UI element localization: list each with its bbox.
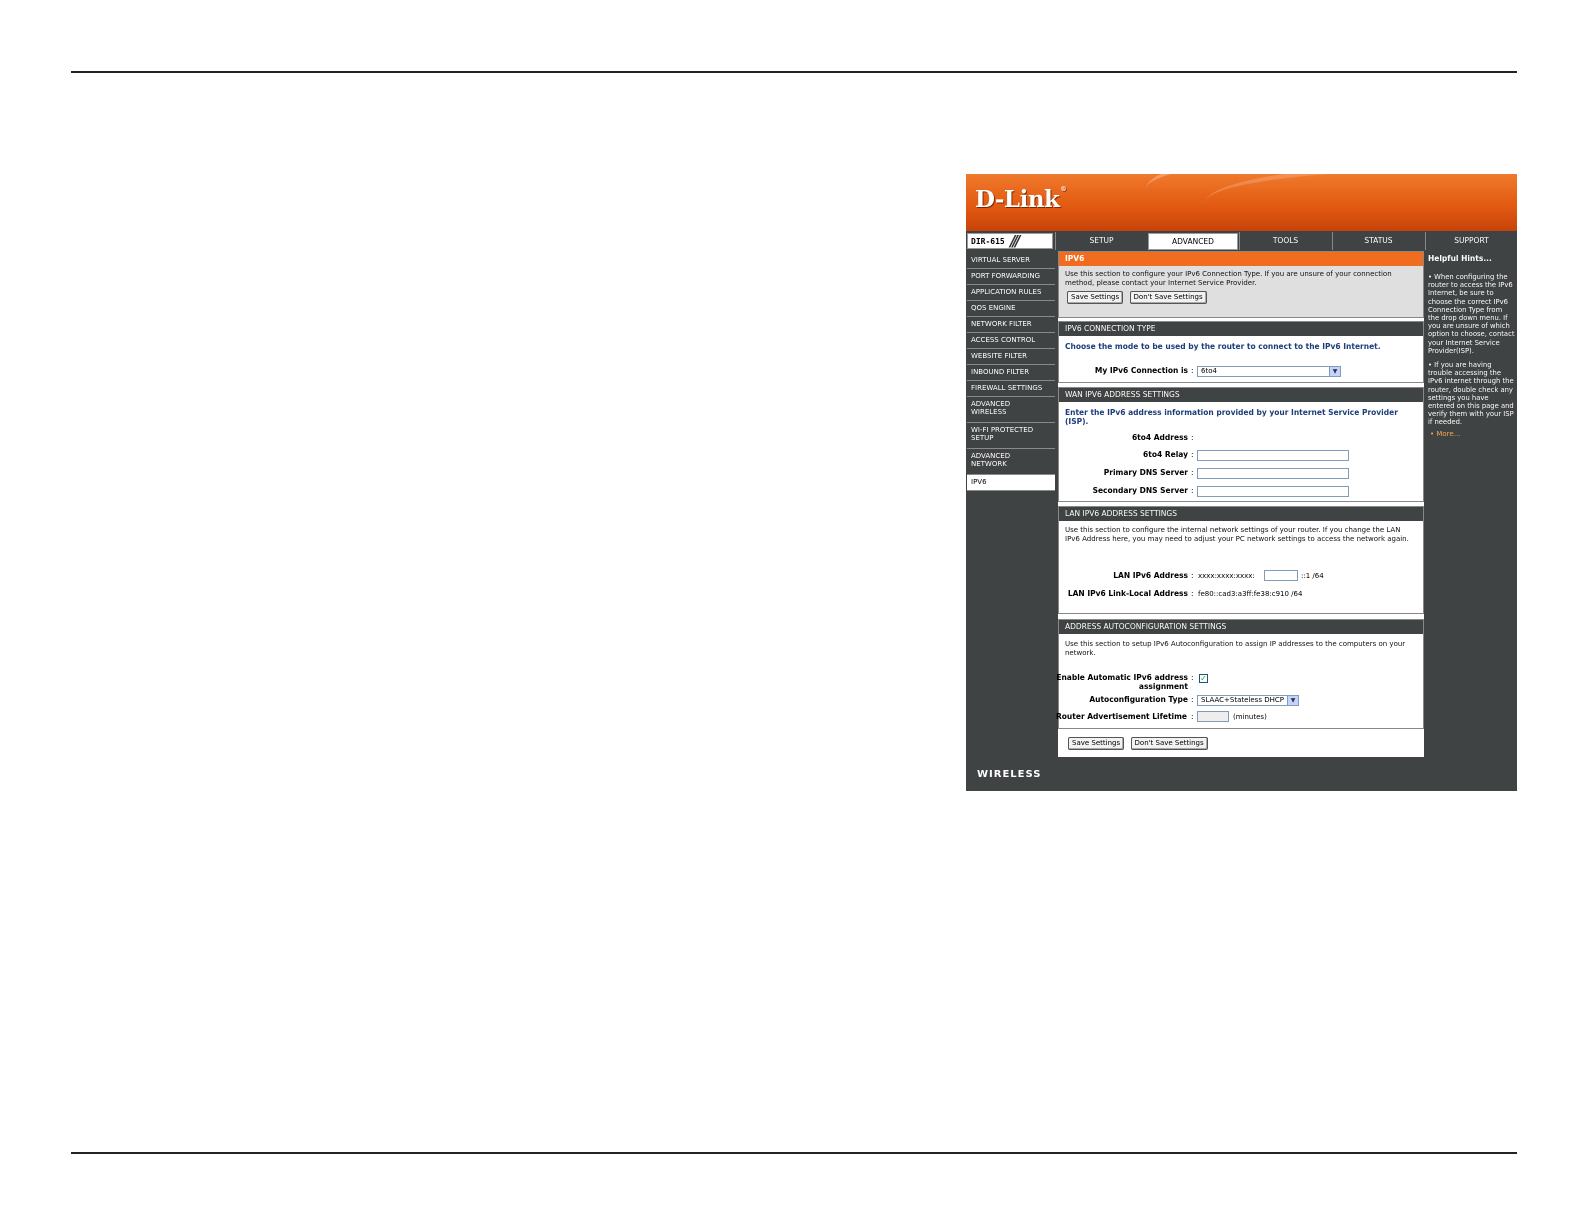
router-admin-screenshot	[966, 174, 1517, 791]
wan-relay-input[interactable]	[1197, 450, 1349, 461]
autoconfig-type-row	[1059, 694, 1425, 706]
model-badge	[967, 233, 1053, 249]
autoconfig-intro-text: Use this section to setup IPv6 Autoconfiguration to assign IP addresses to the computers on your network.	[1065, 640, 1406, 657]
colon: :	[1191, 571, 1194, 580]
ra-lifetime-row	[1056, 711, 1425, 723]
helpful-hints-panel	[1426, 251, 1517, 757]
enable-auto-row	[1056, 672, 1425, 692]
ra-lifetime-label: Router Advertisement Lifetime	[1056, 712, 1187, 721]
primary-dns-label: Primary DNS Server	[1103, 468, 1188, 477]
menu-item-firewall-settings[interactable]: FIREWALL SETTINGS	[967, 381, 1055, 397]
lan-address-label: LAN IPv6 Address	[1113, 571, 1188, 580]
secondary-dns-input[interactable]	[1197, 486, 1349, 497]
bottom-button-group	[1068, 737, 1212, 750]
wan-relay-label: 6to4 Relay	[1143, 450, 1188, 459]
footer-bar	[966, 759, 1517, 791]
main-content	[1058, 251, 1424, 757]
autoconfig-type-selected: SLAAC+Stateless DHCP	[1201, 696, 1284, 704]
check-icon: ✓	[1200, 674, 1207, 683]
lan-address-input[interactable]	[1264, 570, 1298, 581]
menu-item-advanced-wireless[interactable]: ADVANCED WIRELESS	[967, 397, 1037, 422]
wan-settings-box	[1058, 387, 1424, 502]
link-local-label: LAN IPv6 Link-Local Address	[1067, 589, 1188, 598]
tab-support[interactable]: SUPPORT	[1425, 232, 1517, 250]
autoconfig-box	[1058, 619, 1424, 729]
colon: :	[1191, 589, 1194, 598]
dlink-logo: D-Link®	[975, 186, 1066, 213]
top-rule	[71, 71, 1517, 73]
menu-item-wifi-protected-setup[interactable]: WI-FI PROTECTED SETUP	[967, 423, 1047, 448]
colon: :	[1191, 712, 1194, 721]
menu-item-virtual-server[interactable]: VIRTUAL SERVER	[967, 253, 1055, 269]
more-link[interactable]: • More...	[1430, 429, 1461, 438]
model-name: DIR-615	[971, 237, 1005, 246]
lan-settings-box	[1058, 506, 1424, 614]
save-settings-button[interactable]: Save Settings	[1067, 291, 1123, 304]
primary-dns-input[interactable]	[1197, 468, 1349, 479]
connection-type-selected: 6to4	[1201, 367, 1217, 375]
menu-item-advanced-network[interactable]: ADVANCED NETWORK	[967, 449, 1027, 474]
tab-tools[interactable]: TOOLS	[1239, 232, 1331, 250]
dont-save-settings-button-bottom[interactable]: Don't Save Settings	[1131, 737, 1208, 750]
lan-address-row	[1059, 570, 1425, 582]
menu-item-port-forwarding[interactable]: PORT FORWARDING	[967, 269, 1055, 285]
tab-setup[interactable]: SETUP	[1055, 232, 1147, 250]
menu-item-application-rules[interactable]: APPLICATION RULES	[967, 285, 1055, 301]
colon: :	[1191, 450, 1194, 459]
secondary-dns-label: Secondary DNS Server	[1092, 486, 1188, 495]
colon: :	[1191, 433, 1194, 442]
menu-item-ipv6[interactable]: IPV6	[967, 475, 1055, 491]
bullet-icon: •	[1428, 273, 1435, 281]
menu-item-website-filter[interactable]: WEBSITE FILTER	[967, 349, 1055, 365]
autoconfig-header: ADDRESS AUTOCONFIGURATION SETTINGS	[1059, 620, 1423, 634]
ra-lifetime-input[interactable]	[1197, 711, 1229, 722]
dont-save-settings-button[interactable]: Don't Save Settings	[1130, 291, 1207, 304]
hints-title: Helpful Hints...	[1428, 254, 1492, 263]
wan-relay-row	[1059, 449, 1425, 461]
ipv6-intro-text: Use this section to configure your IPv6 Connection Type. If you are unsure of your connection method, please contact your Internet Service Provider.	[1065, 270, 1392, 287]
ra-lifetime-unit: (minutes)	[1233, 713, 1267, 721]
colon: :	[1191, 366, 1194, 375]
tab-status[interactable]: STATUS	[1332, 232, 1424, 250]
colon: :	[1191, 673, 1194, 682]
wan-lead: Enter the IPv6 address information provided by your Internet Service Provider (ISP).	[1065, 408, 1398, 426]
connection-type-lead: Choose the mode to be used by the router to connect to the IPv6 Internet.	[1065, 342, 1381, 351]
connection-type-box	[1058, 321, 1424, 383]
save-settings-button-bottom[interactable]: Save Settings	[1068, 737, 1124, 750]
bottom-rule	[71, 1152, 1517, 1154]
link-local-value: fe80::cad3:a3ff:fe38:c910 /64	[1198, 590, 1303, 598]
bullet-icon: •	[1428, 361, 1435, 370]
autoconfig-type-label: Autoconfiguration Type	[1089, 695, 1188, 704]
brand-banner	[966, 174, 1517, 231]
lan-address-suffix: ::1 /64	[1301, 572, 1324, 580]
menu-item-inbound-filter[interactable]: INBOUND FILTER	[967, 365, 1055, 381]
autoconfig-type-select[interactable]	[1197, 695, 1299, 706]
hint-item: • When configuring the router to access the IPv6 Internet, be sure to choose the correct IPv6 Connection Type from the drop down menu. If you are unsure of which option to choose, contact your Internet Service Provider(ISP).	[1428, 273, 1515, 355]
connection-type-select[interactable]	[1197, 366, 1341, 377]
hint-item: • If you are having trouble accessing the IPv6 internet through the router, double check any settings you have entered on this page and verify them with your ISP if needed.	[1428, 361, 1514, 427]
enable-auto-label: Enable Automatic IPv6 address assignment	[1056, 673, 1188, 691]
connection-type-label: My IPv6 Connection is	[1094, 366, 1188, 375]
menu-item-access-control[interactable]: ACCESS CONTROL	[967, 333, 1055, 349]
wan-header: WAN IPV6 ADDRESS SETTINGS	[1059, 388, 1423, 402]
menu-item-network-filter[interactable]: NETWORK FILTER	[967, 317, 1055, 333]
chevron-down-icon: ▼	[1329, 367, 1340, 376]
enable-auto-checkbox[interactable]	[1199, 674, 1208, 683]
ipv6-intro-box	[1058, 251, 1424, 318]
lan-intro-text: Use this section to configure the internal network settings of your router. If you change the LAN IPv6 Address here, you may need to adjust your PC network settings to access the network again.	[1065, 526, 1409, 543]
lan-address-prefix: xxxx:xxxx:xxxx:	[1198, 572, 1255, 580]
tab-advanced[interactable]: ADVANCED	[1148, 233, 1238, 250]
connection-type-row	[1059, 365, 1425, 377]
footer-wireless-label: WIRELESS	[977, 769, 1042, 780]
lan-header: LAN IPV6 ADDRESS SETTINGS	[1059, 507, 1423, 521]
chevron-down-icon: ▼	[1287, 696, 1298, 705]
banner-swoosh	[1206, 174, 1517, 231]
menu-item-qos-engine[interactable]: QOS ENGINE	[967, 301, 1055, 317]
lan-link-local-row	[1059, 588, 1425, 600]
colon: :	[1191, 486, 1194, 495]
connection-type-header: IPV6 CONNECTION TYPE	[1059, 322, 1423, 336]
model-slash-decoration: ///	[1010, 232, 1018, 250]
wan-secondary-dns-row	[1059, 485, 1425, 497]
colon: :	[1191, 695, 1194, 704]
wan-primary-dns-row	[1059, 467, 1425, 479]
wan-address-row	[1059, 432, 1425, 444]
wan-address-label: 6to4 Address	[1131, 433, 1188, 442]
colon: :	[1191, 468, 1194, 477]
ipv6-header: IPV6	[1059, 252, 1423, 266]
bullet-icon: •	[1430, 429, 1437, 438]
top-button-group	[1059, 288, 1423, 304]
